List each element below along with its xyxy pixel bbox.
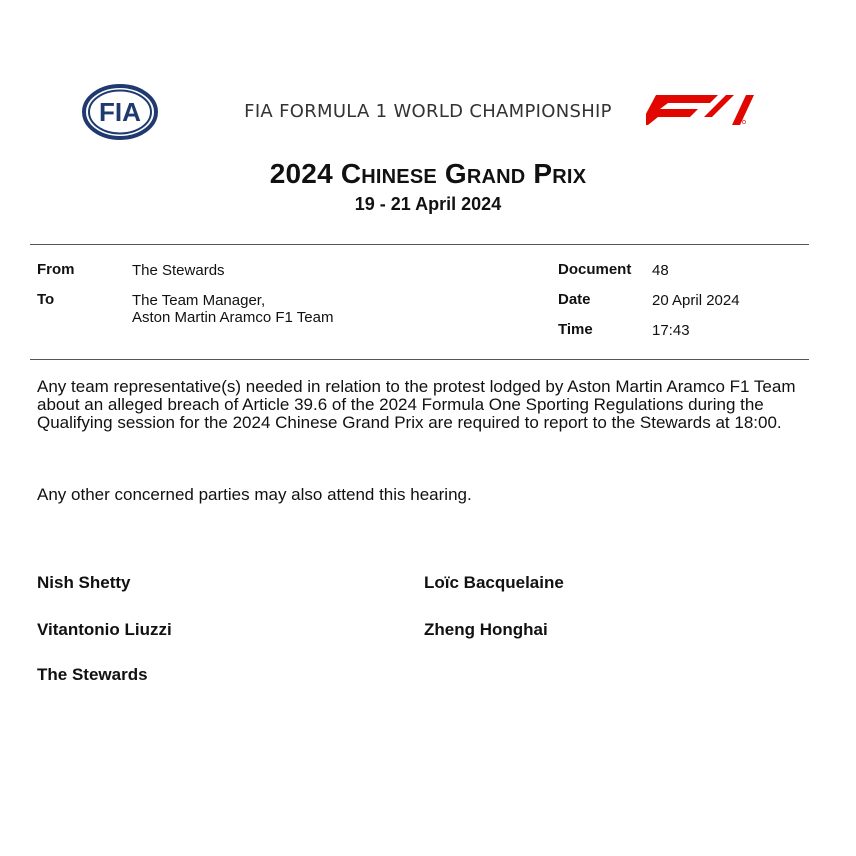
- stewards-closing: The Stewards: [37, 665, 148, 684]
- time-label: Time: [558, 321, 593, 338]
- fia-logo-text: FIA: [99, 97, 141, 127]
- body-paragraph-1: Any team representative(s) needed in relation to the protest lodged by Aston Martin Aramco F1 Team about an alleged breach of Article 39.6 of the 2024 Formula One Sporting Regulations during the Qualifying session for the 2024 Chinese Grand Prix are required to report to the Stewards at 18:00.: [37, 377, 796, 432]
- top-divider: [30, 244, 809, 245]
- to-value-line-2: Aston Martin Aramco F1 Team: [132, 309, 334, 326]
- event-dates: 19 - 21 April 2024: [354, 194, 502, 214]
- to-value: [132, 292, 333, 326]
- body-paragraph-2: Any other concerned parties may also attend this hearing.: [37, 485, 472, 504]
- document-number: 48: [652, 262, 669, 279]
- bottom-divider: [30, 359, 809, 360]
- steward-name-2: Loïc Bacquelaine: [424, 573, 564, 592]
- event-title: 2024 Chinese Grand Prix: [269, 158, 587, 189]
- f1-logo: [646, 95, 754, 125]
- steward-name-1: Nish Shetty: [37, 573, 131, 592]
- steward-name-3: Vitantonio Liuzzi: [37, 620, 172, 639]
- to-label: To: [37, 291, 55, 308]
- steward-name-4: Zheng Honghai: [424, 620, 548, 639]
- from-value: The Stewards: [132, 262, 225, 279]
- date-label: Date: [558, 291, 591, 308]
- document-label: Document: [558, 261, 632, 278]
- to-value-line-1: The Team Manager,: [132, 292, 266, 309]
- date-value: 20 April 2024: [652, 292, 740, 309]
- from-label: From: [37, 261, 75, 278]
- time-value: 17:43: [652, 322, 690, 339]
- championship-title: FIA FORMULA 1 WORLD CHAMPIONSHIP: [244, 101, 612, 122]
